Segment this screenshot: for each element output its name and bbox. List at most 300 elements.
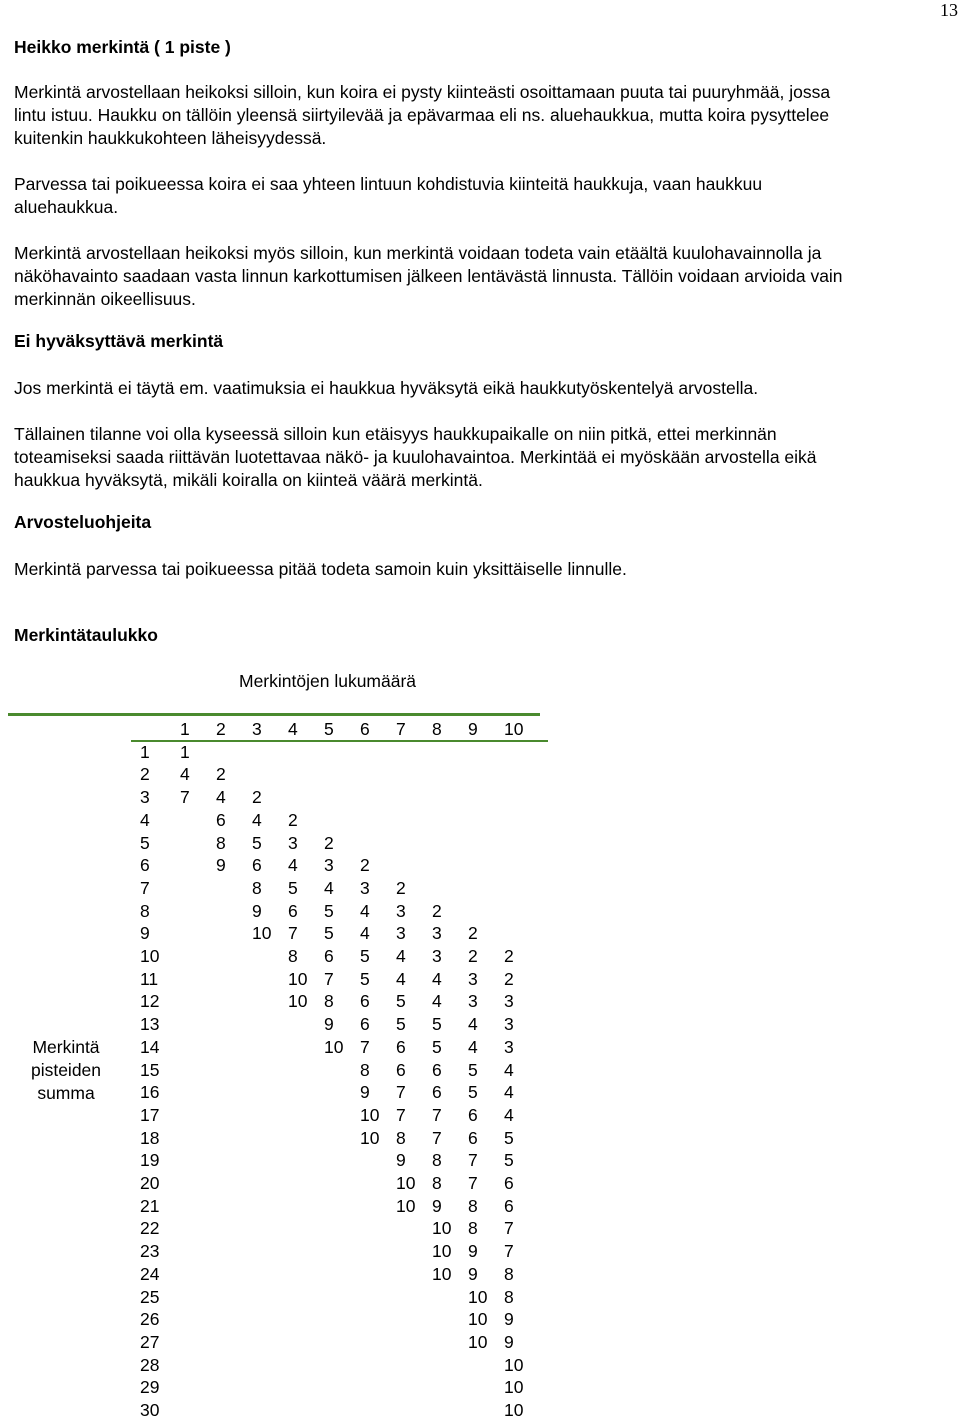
table-row <box>8 854 548 877</box>
table-cell: 6 <box>468 1104 478 1125</box>
table-cell: 9 <box>396 1150 406 1171</box>
table-cell <box>180 1036 216 1059</box>
table-cell <box>396 1263 432 1286</box>
row-header-cell: 25 <box>140 1286 160 1307</box>
table-cell: 6 <box>324 946 334 967</box>
table-cell: 2 <box>252 787 262 808</box>
table-cell: 4 <box>396 968 406 989</box>
table-cell <box>360 1354 396 1377</box>
table-cell: 9 <box>324 1014 334 1035</box>
table-cell <box>288 1149 324 1172</box>
table-cell <box>504 877 548 900</box>
row-header-cell: 5 <box>140 832 150 853</box>
table-row <box>8 990 548 1013</box>
table-cell <box>252 945 288 968</box>
table-row <box>8 1354 548 1377</box>
table-cell: 10 <box>360 1104 380 1125</box>
table-cell: 6 <box>396 1059 406 1080</box>
table-row <box>8 1240 548 1263</box>
table-cell <box>216 1104 252 1127</box>
table-cell <box>504 900 548 923</box>
table-cell <box>432 786 468 809</box>
table-cell <box>324 1217 360 1240</box>
table-cell: 3 <box>396 923 406 944</box>
table-row <box>8 900 548 923</box>
table-cell: 10 <box>252 923 272 944</box>
table-cell <box>252 1399 288 1422</box>
table-cell: 3 <box>396 900 406 921</box>
table-cell <box>324 763 360 786</box>
table-cell <box>252 1013 288 1036</box>
row-header-cell: 26 <box>140 1309 160 1330</box>
table-cell: 2 <box>324 832 334 853</box>
table-cell <box>432 1354 468 1377</box>
column-header-cell: 4 <box>288 719 298 739</box>
table-row <box>8 1217 548 1240</box>
table-cell <box>324 1172 360 1195</box>
table-cell: 4 <box>468 1014 478 1035</box>
table-cell: 2 <box>288 809 298 830</box>
table-row <box>8 1013 548 1036</box>
table-row <box>8 1286 548 1309</box>
table-cell: 4 <box>432 991 442 1012</box>
table-cell <box>288 741 324 764</box>
table-cell: 6 <box>504 1195 514 1216</box>
table-cell <box>180 1149 216 1172</box>
table-cell: 7 <box>396 1082 406 1103</box>
table-cell: 3 <box>468 991 478 1012</box>
table-cell <box>360 741 396 764</box>
table-cell: 2 <box>468 923 478 944</box>
table-cell: 2 <box>216 764 226 785</box>
table-cell <box>180 832 216 855</box>
table-row <box>8 1172 548 1195</box>
table-cell <box>216 1240 252 1263</box>
table-cell: 7 <box>468 1150 478 1171</box>
table-cell <box>252 741 288 764</box>
table-row <box>8 1308 548 1331</box>
table-cell <box>432 763 468 786</box>
table-cell: 5 <box>504 1127 514 1148</box>
table-cell <box>252 1059 288 1082</box>
table-cell <box>252 1331 288 1354</box>
table-cell <box>180 922 216 945</box>
table-cell <box>396 1331 432 1354</box>
row-header-cell: 12 <box>140 991 160 1012</box>
table-cell <box>252 1217 288 1240</box>
table-cell <box>288 1081 324 1104</box>
row-header-cell: 23 <box>140 1241 160 1262</box>
table-cell: 10 <box>504 1377 524 1398</box>
table-cell <box>216 1217 252 1240</box>
text-line: haukkua hyväksytä, mikäli koiralla on kiinteä väärä merkintä. <box>14 470 483 490</box>
table-cell <box>216 1081 252 1104</box>
table-cell <box>360 809 396 832</box>
table-cell: 5 <box>468 1082 478 1103</box>
table-cell: 9 <box>468 1263 478 1284</box>
table-cell <box>360 786 396 809</box>
table-cell <box>468 763 504 786</box>
row-header-cell: 15 <box>140 1059 160 1080</box>
table-cell: 6 <box>216 809 226 830</box>
table-cell <box>180 900 216 923</box>
table-cell: 8 <box>216 832 226 853</box>
table-cell <box>432 1331 468 1354</box>
table-cell <box>288 1013 324 1036</box>
column-header-cell: 10 <box>504 719 524 739</box>
table-cell <box>360 1217 396 1240</box>
table-cell: 6 <box>468 1127 478 1148</box>
table-cell <box>360 1172 396 1195</box>
table-cell <box>180 1081 216 1104</box>
table-cell <box>180 1104 216 1127</box>
table-cell: 5 <box>432 1036 442 1057</box>
table-cell <box>396 1354 432 1377</box>
table-cell <box>216 1172 252 1195</box>
table-cell: 4 <box>468 1036 478 1057</box>
table-cell <box>360 1331 396 1354</box>
row-header-cell: 4 <box>140 809 150 830</box>
table-cell <box>216 968 252 991</box>
table-cell <box>180 945 216 968</box>
table-cell: 3 <box>432 946 442 967</box>
table-cell <box>288 1036 324 1059</box>
table-cell <box>288 1195 324 1218</box>
table-cell <box>360 1195 396 1218</box>
text-line: näköhavainto saadaan vasta linnun karkottumisen jälkeen lentävästä linnusta. Tällöin voidaan arvioida vain <box>14 266 843 286</box>
table-cell: 10 <box>288 991 308 1012</box>
table-cell <box>180 1331 216 1354</box>
unacceptable-paragraph-1: Jos merkintä ei täytä em. vaatimuksia ei haukkua hyväksytä eikä haukkutyöskentelyä arvostella. <box>14 378 759 398</box>
table-cell <box>216 741 252 764</box>
page-number: 13 <box>940 0 958 20</box>
table-cell <box>324 809 360 832</box>
table-cell <box>324 1376 360 1399</box>
table-cell <box>324 1263 360 1286</box>
table-cell <box>252 1354 288 1377</box>
table-cell <box>432 877 468 900</box>
table-cell <box>324 1149 360 1172</box>
table-cell <box>432 832 468 855</box>
table-cell: 4 <box>360 923 370 944</box>
table-cell <box>360 1240 396 1263</box>
row-header-cell: 9 <box>140 923 150 944</box>
table-cell: 6 <box>396 1036 406 1057</box>
table-cell: 5 <box>360 946 370 967</box>
table-cell <box>252 1149 288 1172</box>
table-cell: 8 <box>288 946 298 967</box>
table-cell <box>216 1354 252 1377</box>
table-cell: 5 <box>324 900 334 921</box>
table-cell <box>432 809 468 832</box>
table-row <box>8 1104 548 1127</box>
table-cell: 4 <box>216 787 226 808</box>
table-cell <box>180 1217 216 1240</box>
table-row <box>8 877 548 900</box>
table-cell: 8 <box>252 877 262 898</box>
table-cell <box>324 741 360 764</box>
table-cell: 1 <box>180 741 190 762</box>
table-cell <box>288 1308 324 1331</box>
table-cell: 3 <box>432 923 442 944</box>
table-cell: 5 <box>504 1150 514 1171</box>
weak-paragraph-3 <box>14 242 843 311</box>
table-cell <box>324 1308 360 1331</box>
table-cell: 6 <box>252 855 262 876</box>
table-cell: 3 <box>360 877 370 898</box>
table-cell <box>396 786 432 809</box>
table-cell <box>288 1240 324 1263</box>
table-cell <box>360 1263 396 1286</box>
table-cell: 2 <box>504 946 514 967</box>
unacceptable-paragraph-2 <box>14 423 817 492</box>
row-header-cell: 16 <box>140 1082 160 1103</box>
table-cell <box>180 854 216 877</box>
table-cell <box>324 1127 360 1150</box>
table-cell <box>216 922 252 945</box>
table-cell <box>252 1308 288 1331</box>
table-cell: 2 <box>504 968 514 989</box>
table-cell: 10 <box>468 1286 488 1307</box>
table-cell: 10 <box>432 1241 452 1262</box>
table-cell: 5 <box>252 832 262 853</box>
table-cell <box>396 1376 432 1399</box>
table-cell <box>252 1081 288 1104</box>
table-cell: 10 <box>288 968 308 989</box>
table-cell <box>288 1127 324 1150</box>
table-cell <box>468 1354 504 1377</box>
row-header-cell: 13 <box>140 1014 160 1035</box>
table-cell <box>504 854 548 877</box>
table-cell: 5 <box>468 1059 478 1080</box>
table-cell <box>396 854 432 877</box>
table-cell <box>360 1149 396 1172</box>
table-cell <box>360 1399 396 1422</box>
table-row <box>8 945 548 968</box>
table-cell: 4 <box>504 1104 514 1125</box>
table-cell <box>324 1286 360 1309</box>
table-cell <box>216 1149 252 1172</box>
table-cell <box>288 1263 324 1286</box>
table-cell <box>288 1286 324 1309</box>
table-cell: 7 <box>396 1104 406 1125</box>
table-cell: 3 <box>324 855 334 876</box>
table-cell: 4 <box>504 1059 514 1080</box>
table-cell: 10 <box>396 1173 416 1194</box>
table-cell: 4 <box>180 764 190 785</box>
table-cell: 7 <box>504 1241 514 1262</box>
table-cell <box>216 900 252 923</box>
table-row <box>8 809 548 832</box>
table-cell <box>216 1263 252 1286</box>
table-cell: 8 <box>468 1195 478 1216</box>
weak-paragraph-2 <box>14 173 762 219</box>
table-cell <box>252 763 288 786</box>
table-cell <box>468 1399 504 1422</box>
row-header-cell: 1 <box>140 741 150 762</box>
row-axis-label <box>14 1036 118 1105</box>
table-cell <box>468 809 504 832</box>
table-row <box>8 1376 548 1399</box>
row-header-cell: 11 <box>140 968 159 989</box>
table-cell: 10 <box>504 1400 524 1421</box>
table-cell <box>468 832 504 855</box>
table-cell <box>324 786 360 809</box>
column-header-cell: 5 <box>324 719 334 739</box>
table-cell: 9 <box>432 1195 442 1216</box>
column-header-cell: 3 <box>252 719 262 739</box>
column-header-cell: 6 <box>360 719 370 739</box>
table-cell: 9 <box>252 900 262 921</box>
table-cell: 4 <box>324 877 334 898</box>
row-header-cell: 29 <box>140 1377 160 1398</box>
table-cell: 7 <box>360 1036 370 1057</box>
row-header-cell: 3 <box>140 787 150 808</box>
table-cell <box>180 1195 216 1218</box>
text-line: kuitenkin haukkukohteen läheisyydessä. <box>14 128 327 148</box>
table-cell <box>288 763 324 786</box>
table-cell <box>180 809 216 832</box>
table-cell: 7 <box>288 923 298 944</box>
table-cell: 9 <box>216 855 226 876</box>
row-header-cell: 27 <box>140 1331 160 1352</box>
table-cell: 6 <box>432 1059 442 1080</box>
table-cell: 6 <box>288 900 298 921</box>
table-cell: 3 <box>504 1036 514 1057</box>
table-cell <box>252 1172 288 1195</box>
table-cell <box>396 741 432 764</box>
table-cell: 6 <box>360 1014 370 1035</box>
table-cell: 4 <box>252 809 262 830</box>
unacceptable-heading: Ei hyväksyttävä merkintä <box>14 331 224 351</box>
table-cell <box>216 1376 252 1399</box>
text-line: merkinnän oikeellisuus. <box>14 289 196 309</box>
table-cell: 8 <box>432 1150 442 1171</box>
weak-mark-heading: Heikko merkintä ( 1 piste ) <box>14 37 231 57</box>
table-cell: 6 <box>432 1082 442 1103</box>
table-cell <box>252 968 288 991</box>
table-cell: 8 <box>504 1263 514 1284</box>
table-cell <box>216 1308 252 1331</box>
table-cell: 9 <box>504 1309 514 1330</box>
table-cell <box>360 763 396 786</box>
table-row <box>8 763 548 786</box>
table-cell: 3 <box>468 968 478 989</box>
row-axis-label-line: pisteiden <box>30 1060 102 1080</box>
table-cell <box>252 1263 288 1286</box>
row-header-cell: 20 <box>140 1173 160 1194</box>
table-cell <box>432 1308 468 1331</box>
table-cell <box>252 1195 288 1218</box>
table-cell <box>468 877 504 900</box>
table-cell <box>396 1399 432 1422</box>
table-row <box>8 1127 548 1150</box>
table-cell: 10 <box>504 1354 524 1375</box>
table-cell <box>468 786 504 809</box>
table-cell <box>396 1240 432 1263</box>
table-cell <box>432 1286 468 1309</box>
table-cell: 5 <box>432 1014 442 1035</box>
table-cell: 4 <box>288 855 298 876</box>
table-cell: 4 <box>360 900 370 921</box>
table-cell <box>180 968 216 991</box>
text-line: lintu istuu. Haukku on tällöin yleensä siirtyilevää ja epävarmaa eli ns. aluehaukkua, mutta koira pysyttelee <box>14 105 830 125</box>
table-cell: 7 <box>324 968 334 989</box>
table-top-rule <box>8 713 540 716</box>
row-header-cell: 30 <box>140 1400 160 1421</box>
table-cell <box>180 1240 216 1263</box>
table-cell <box>396 1217 432 1240</box>
table-cell: 10 <box>396 1195 416 1216</box>
weak-paragraph-1 <box>14 81 830 150</box>
row-header-cell: 10 <box>140 946 160 967</box>
table-cell <box>252 1240 288 1263</box>
table-cell <box>180 990 216 1013</box>
table-cell <box>216 1195 252 1218</box>
table-cell <box>216 945 252 968</box>
table-cell: 5 <box>288 877 298 898</box>
table-cell: 10 <box>468 1309 488 1330</box>
table-row <box>8 741 548 764</box>
table-cell <box>504 832 548 855</box>
table-cell: 3 <box>288 832 298 853</box>
table-cell: 4 <box>396 946 406 967</box>
guidelines-paragraph: Merkintä parvessa tai poikueessa pitää todeta samoin kuin yksittäiselle linnulle. <box>14 559 627 579</box>
table-cell: 2 <box>360 855 370 876</box>
table-cell <box>504 763 548 786</box>
table-cell: 5 <box>396 991 406 1012</box>
table-cell: 6 <box>504 1173 514 1194</box>
table-cell <box>180 1127 216 1150</box>
column-header-cell: 7 <box>396 719 406 739</box>
table-cell <box>216 1013 252 1036</box>
text-line: Parvessa tai poikueessa koira ei saa yhteen lintuun kohdistuvia kiinteitä haukkuja, vaan haukkuu <box>14 174 763 194</box>
table-row <box>8 1331 548 1354</box>
table-cell <box>288 1399 324 1422</box>
table-cell <box>180 1376 216 1399</box>
row-header-cell: 14 <box>140 1036 160 1057</box>
table-cell: 5 <box>396 1014 406 1035</box>
table-cell <box>324 1081 360 1104</box>
row-header-cell: 19 <box>140 1150 160 1171</box>
text-line: aluehaukkua. <box>14 197 119 217</box>
table-cell <box>396 763 432 786</box>
text-line: toteamiseksi saada riittävän luotettavaa näkö- ja kuulohavaintoa. Merkintää ei myöskään arvostella eikä <box>14 447 817 467</box>
table-cell: 2 <box>468 946 478 967</box>
table-cell: 10 <box>432 1263 452 1284</box>
table-cell: 7 <box>504 1218 514 1239</box>
table-cell: 9 <box>468 1241 478 1262</box>
table-cell <box>324 1399 360 1422</box>
table-row <box>8 1263 548 1286</box>
table-cell <box>360 1308 396 1331</box>
row-header-cell: 8 <box>140 900 150 921</box>
row-axis-label-line: Merkintä <box>32 1037 100 1057</box>
table-cell: 10 <box>324 1036 344 1057</box>
table-cell <box>288 1172 324 1195</box>
table-cell <box>252 1376 288 1399</box>
table-cell: 2 <box>432 900 442 921</box>
table-heading: Merkintätaulukko <box>14 625 158 645</box>
table-cell <box>288 1104 324 1127</box>
row-header-cell: 6 <box>140 855 150 876</box>
column-header-cell: 8 <box>432 719 442 739</box>
table-cell: 9 <box>360 1082 370 1103</box>
table-cell: 10 <box>432 1218 452 1239</box>
table-row <box>8 832 548 855</box>
table-cell <box>468 1376 504 1399</box>
guidelines-heading: Arvosteluohjeita <box>14 512 152 532</box>
